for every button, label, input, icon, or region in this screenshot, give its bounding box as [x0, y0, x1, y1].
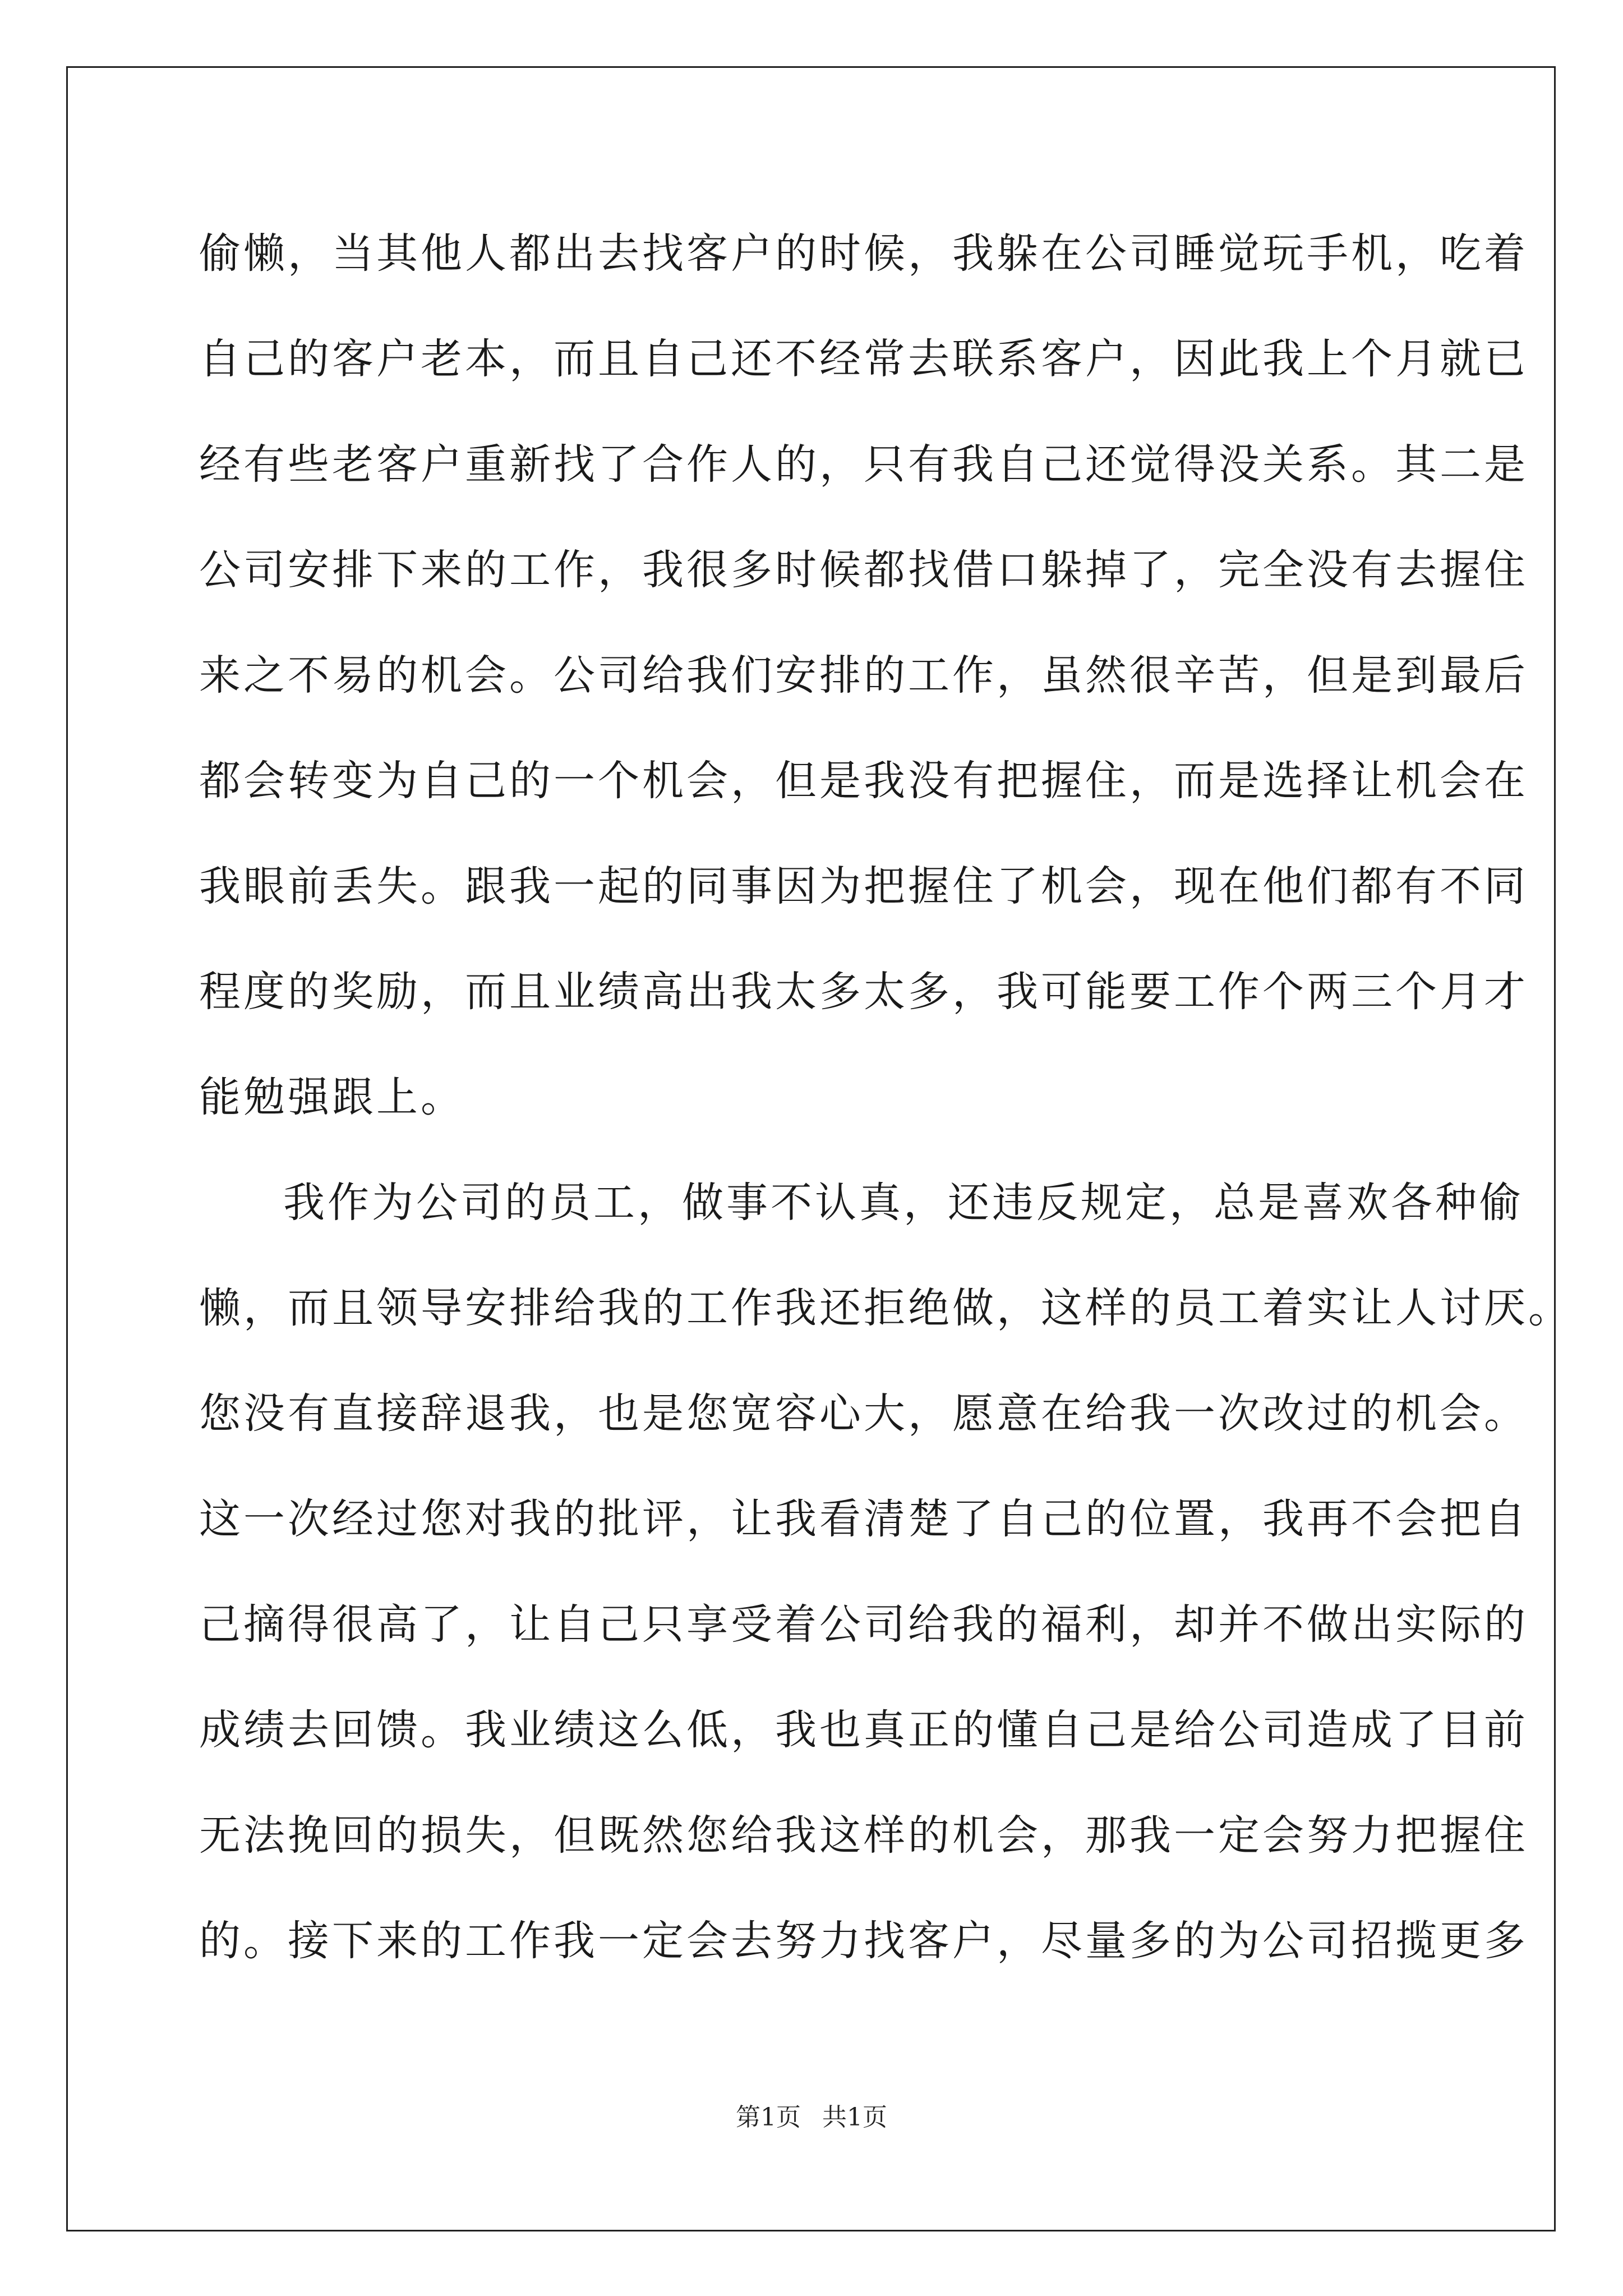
text-line: 我眼前丢失。跟我一起的同事因为把握住了机会，现在他们都有不同 [199, 862, 1528, 910]
text-line: 自己的客户老本，而且自己还不经常去联系客户，因此我上个月就已 [199, 335, 1528, 383]
text-line: 能勉强跟上。 [199, 1073, 465, 1121]
text-line: 己摘得很高了，让自己只享受着公司给我的福利，却并不做出实际的 [199, 1600, 1528, 1649]
document-body [199, 218, 1573, 2010]
text-line: 偷懒，当其他人都出去找客户的时候，我躲在公司睡觉玩手机，吃着 [199, 229, 1528, 278]
page-total: 共1页 [822, 2103, 887, 2132]
text-line: 都会转变为自己的一个机会，但是我没有把握住，而是选择让机会在 [199, 757, 1528, 805]
paragraph-first-line: 我作为公司的员工，做事不认真，还违反规定，总是喜欢各种偷 [283, 1179, 1524, 1227]
text-line: 程度的奖励，而且业绩高出我太多太多，我可能要工作个两三个月才 [199, 968, 1528, 1016]
page-footer [0, 2101, 1623, 2134]
page-number: 第1页 [736, 2103, 801, 2132]
text-line: 成绩去回馈。我业绩这么低，我也真正的懂自己是给公司造成了目前 [199, 1706, 1528, 1754]
text-line: 经有些老客户重新找了合作人的，只有我自己还觉得没关系。其二是 [199, 440, 1528, 489]
text-line: 的。接下来的工作我一定会去努力找客户，尽量多的为公司招揽更多 [199, 1917, 1528, 1965]
text-line: 来之不易的机会。公司给我们安排的工作，虽然很辛苦，但是到最后 [199, 651, 1528, 700]
text-line: 公司安排下来的工作，我很多时候都找借口躲掉了，完全没有去握住 [199, 546, 1528, 594]
text-line: 无法挽回的损失，但既然您给我这样的机会，那我一定会努力把握住 [199, 1811, 1528, 1860]
text-line: 懒，而且领导安排给我的工作我还拒绝做，这样的员工着实让人讨厌。 [199, 1284, 1573, 1332]
text-line: 这一次经过您对我的批评，让我看清楚了自己的位置，我再不会把自 [199, 1495, 1528, 1543]
text-line: 您没有直接辞退我，也是您宽容心大，愿意在给我一次改过的机会。 [199, 1389, 1528, 1438]
